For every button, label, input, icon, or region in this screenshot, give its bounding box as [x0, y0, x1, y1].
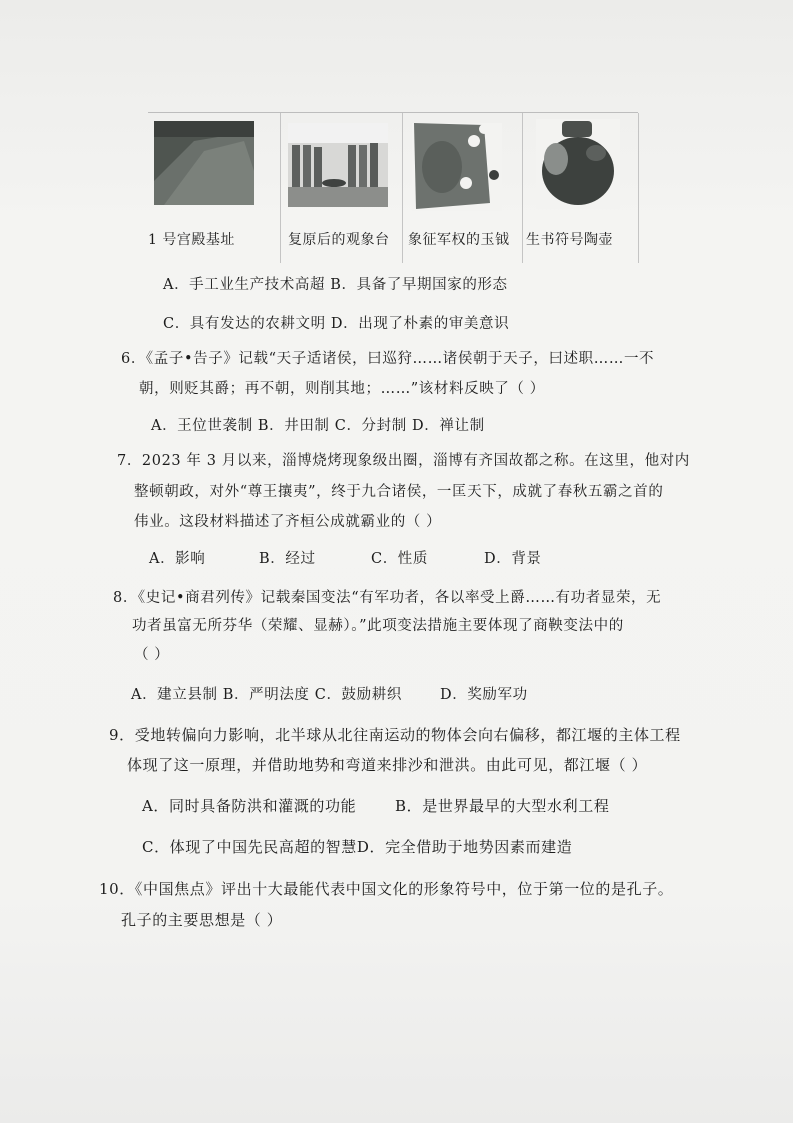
- q6-options: A．王位世袭制 B．井田制 C．分封制 D．禅让制: [151, 418, 485, 434]
- q10-stem-line-1: 10．《中国焦点》评出十大最能代表中国文化的形象符号中，位于第一位的是孔子。: [99, 880, 674, 898]
- figure-cell-palace: [148, 113, 281, 263]
- pottery-pot-photo: [536, 119, 620, 209]
- palace-foundation-photo: [154, 121, 254, 205]
- figure-cell-observatory: [280, 113, 403, 263]
- observatory-photo: [288, 123, 388, 207]
- caption-jade-axe: 象征军权的玉钺: [408, 232, 510, 248]
- q5-options-cd: C．具有发达的农耕文明 D．出现了朴素的审美意识: [163, 316, 510, 332]
- caption-pottery: 生书符号陶壶: [526, 232, 613, 248]
- caption-observatory: 复原后的观象台: [288, 232, 390, 248]
- q7-option-a: A．影响: [149, 551, 206, 567]
- q5-options-ab: A．手工业生产技术高超 B．具备了早期国家的形态: [163, 277, 508, 293]
- q7-stem-line-2: 整顿朝政，对外“尊王攘夷”，终于九合诸侯，一匡天下，成就了春秋五霸之首的: [134, 484, 664, 500]
- q8-options-abc: A．建立县制 B．严明法度 C．鼓励耕织: [131, 687, 402, 703]
- q7-stem-line-3: 伟业。这段材料描述了齐桓公成就霸业的（ ）: [134, 514, 442, 530]
- q9-stem-line-1: 9．受地转偏向力影响，北半球从北往南运动的物体会向右偏移，都江堰的主体工程: [109, 726, 681, 744]
- q9-stem-line-2: 体现了这一原理，并借助地势和弯道来排沙和泄洪。由此可见，都江堰（ ）: [127, 756, 648, 774]
- caption-palace: 1 号宫殿基址: [148, 232, 235, 248]
- q9-option-b: B．是世界最早的大型水利工程: [395, 797, 610, 815]
- relic-figure-table: [148, 112, 638, 263]
- q8-option-d: D．奖励军功: [440, 687, 528, 703]
- q10-stem-line-2: 孔子的主要思想是（ ）: [121, 911, 283, 929]
- q9-options-cd: C．体现了中国先民高超的智慧D．完全借助于地势因素而建造: [142, 838, 573, 856]
- q8-stem-line-1: 8．《史记•商君列传》记载秦国变法“有军功者，各以率受上爵……有功者显荣，无: [113, 590, 662, 606]
- q9-option-a: A．同时具备防洪和灌溉的功能: [142, 797, 357, 815]
- jade-axe-photo: [412, 123, 502, 211]
- figure-cell-jade-axe: [402, 113, 523, 263]
- figure-cell-pottery: [522, 113, 639, 263]
- q7-stem-line-1: 7．2023 年 3 月以来，淄博烧烤现象级出圈，淄博有齐国故都之称。在这里，他对内: [117, 453, 690, 469]
- q6-stem-line-1: 6．《孟子•告子》记载“天子适诸侯，曰巡狩……诸侯朝于天子，曰述职……一不: [121, 351, 655, 367]
- q8-stem-line-3: （ ）: [134, 647, 170, 663]
- q6-stem-line-2: 朝，则贬其爵；再不朝，则削其地；……”该材料反映了（ ）: [139, 381, 545, 397]
- q7-option-d: D．背景: [484, 551, 542, 567]
- q7-option-c: C．性质: [371, 551, 428, 567]
- q7-option-b: B．经过: [259, 551, 316, 567]
- q8-stem-line-2: 功者虽富无所芬华（荣耀、显赫）。”此项变法措施主要体现了商鞅变法中的: [132, 618, 624, 634]
